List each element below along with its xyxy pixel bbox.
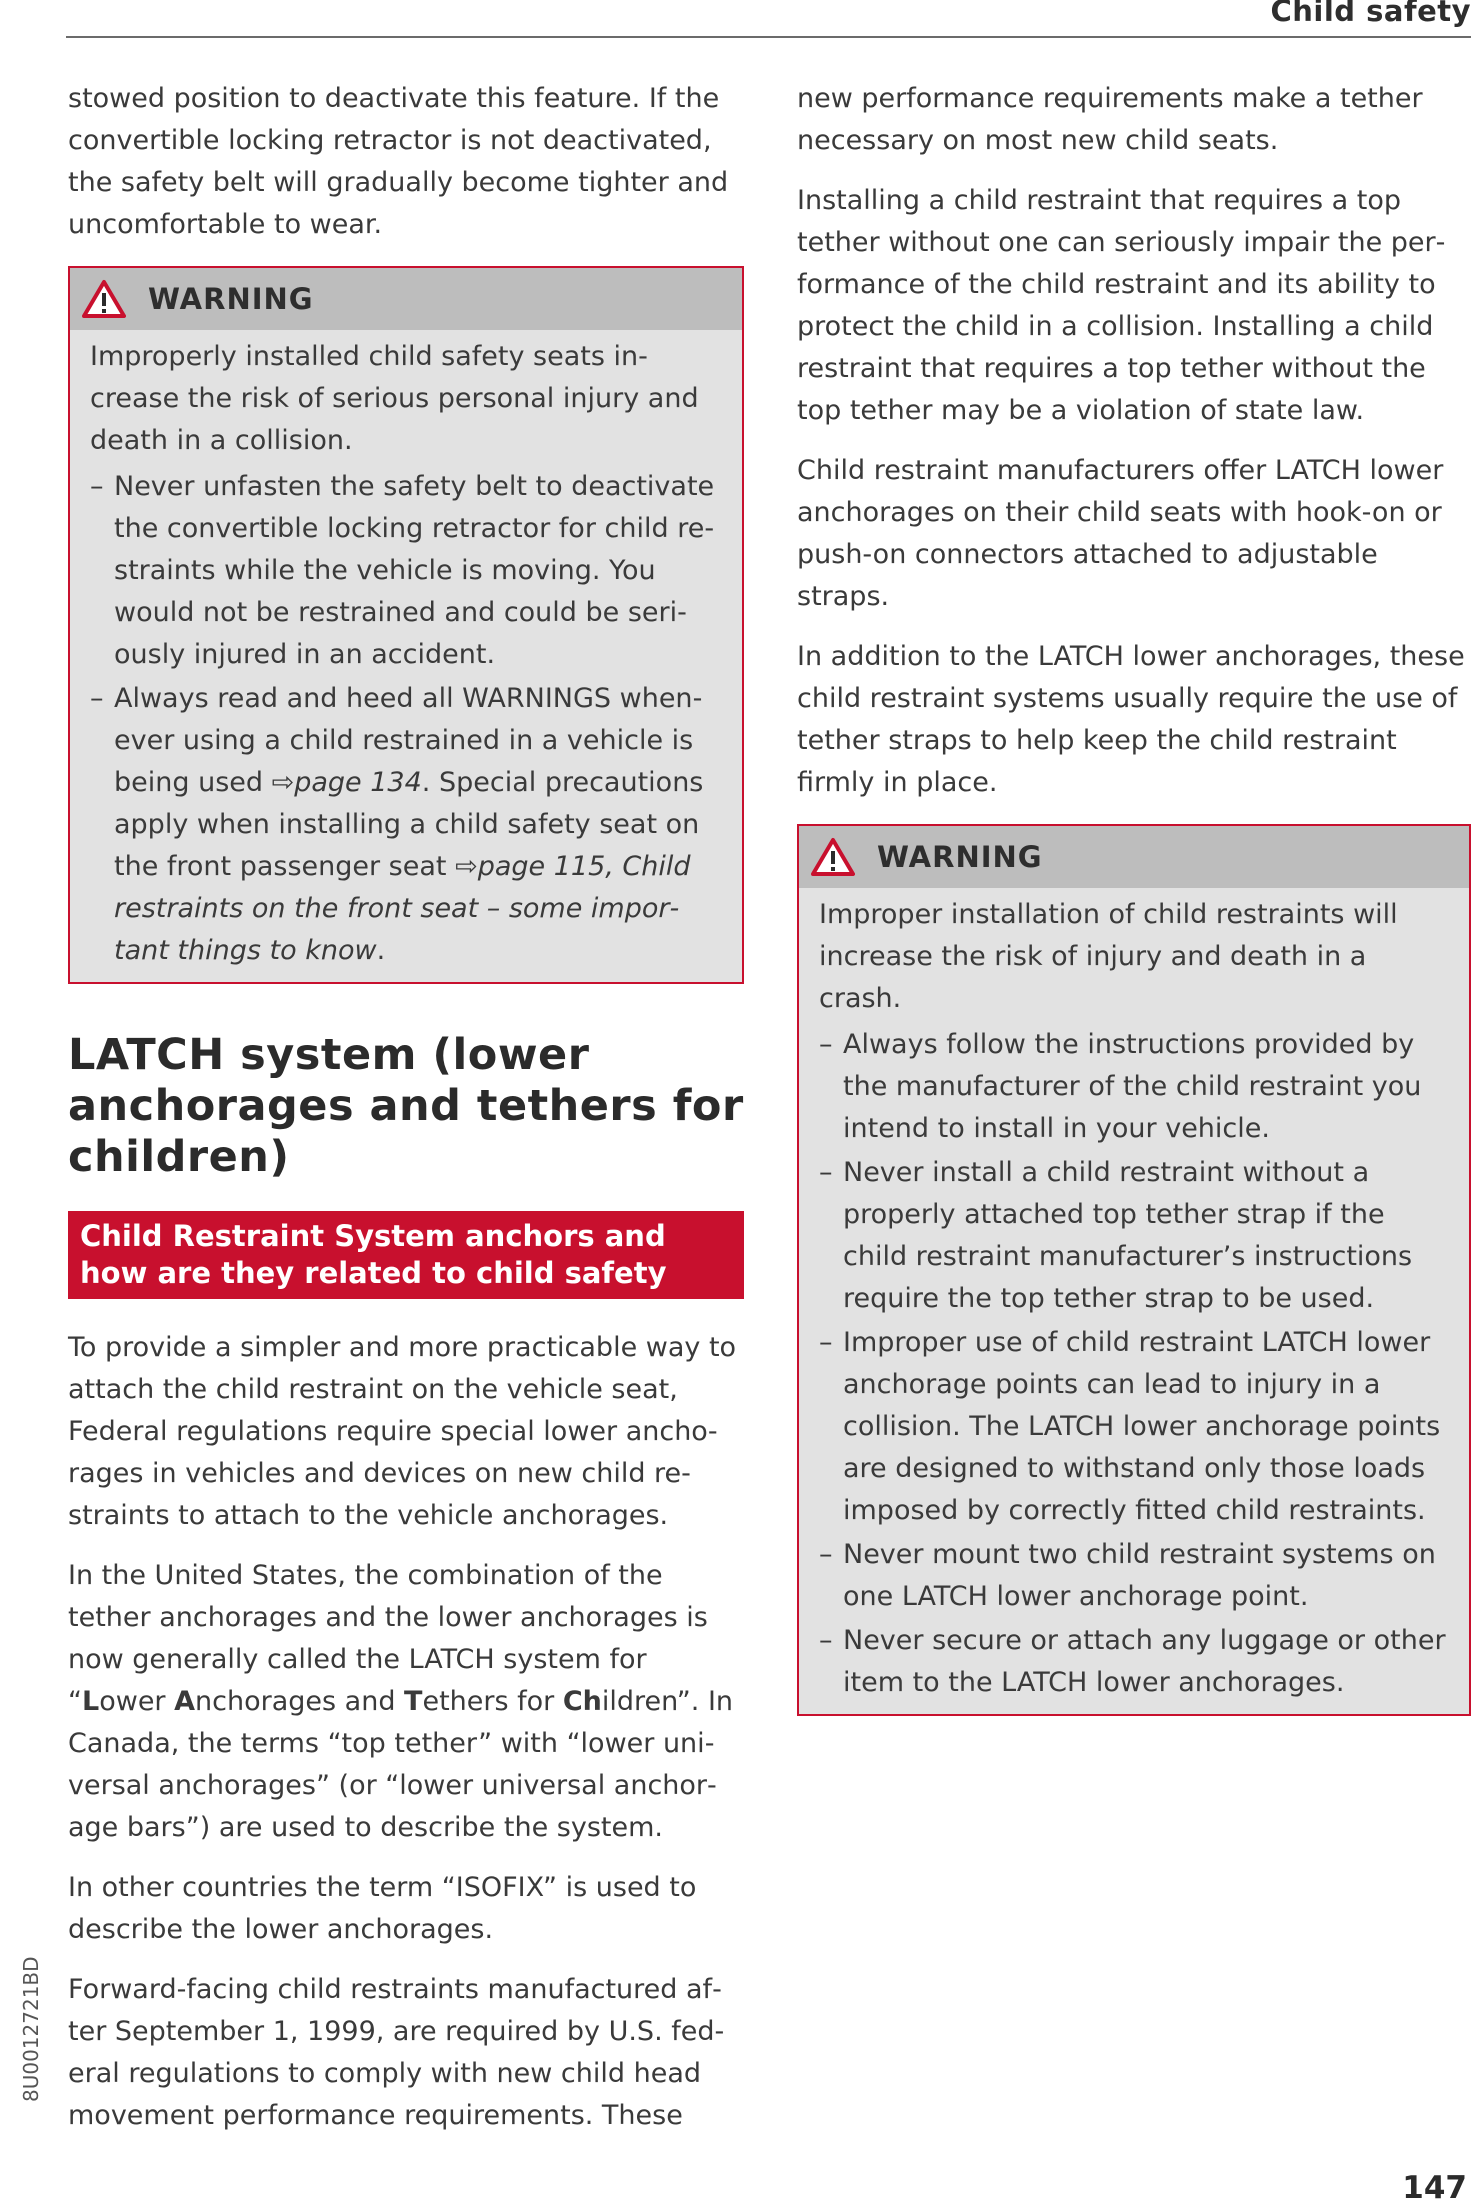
warning-item-text: Always follow the instructions provided by the manufacturer of the child restraint you intend to install in your vehicle. (843, 1029, 1422, 1144)
body-paragraph: Installing a child restraint that requires a top tether without one can seriously impair the performance of the child restraint and its ability to protect the child in a collision. Installing a child restraint that requires a top tether without the top tether may be a violation of state law. (797, 185, 1446, 426)
warning-item-text: Never unfasten the safety belt to deactivate the convertible locking retractor for child restraints while the vehicle is moving. You would not be restrained and could be seriously injured in an accident. (114, 471, 715, 670)
warning-item: – Always read and heed all WARNINGS whenever using a child restrained in a vehicle is being used ⇨page 134. Special precautions apply when installing a child safety seat on the front passenger seat ⇨page 115, Child restraints on the front seat – some important things to know. (90, 683, 704, 966)
body-paragraph: In other countries the term “ISOFIX” is used to describe the lower anchorages. (68, 1872, 697, 1945)
warning-item: – Improper use of child restraint LATCH lower anchorage points can lead to injury in a collision. The LATCH lower anchorage points are designed to withstand only those loads imposed by correctly fitted child restraints. (819, 1327, 1441, 1526)
warning-item-text: Always read and heed all WARNINGS whenever using a child restrained in a vehicle is being used (114, 683, 703, 798)
left-warning-box (68, 266, 744, 984)
warning-title: WARNING (148, 282, 314, 316)
document-code: 8U0012721BD (19, 1956, 43, 2102)
section-title: Child safety (1270, 0, 1471, 28)
left-column (68, 78, 744, 2155)
warning-header (70, 268, 742, 330)
page-reference-arrow-icon: ⇨ (271, 767, 295, 798)
warning-item-text: Never install a child restraint without a properly attached top tether strap if the child restraint manufacturer’s instructions require the top tether strap to be used. (843, 1157, 1413, 1314)
warning-item-text: . (376, 935, 386, 966)
warning-item-text: Never secure or attach any luggage or other item to the LATCH lower anchorages. (843, 1625, 1446, 1698)
warning-item: – Always follow the instructions provided by the manufacturer of the child restraint you intend to install in your vehicle. (819, 1029, 1422, 1144)
warning-item: – Never install a child restraint without a properly attached top tether strap if the child restraint manufacturer’s instructions require the top tether strap to be used. (819, 1157, 1413, 1314)
warning-body (799, 888, 1469, 1714)
warning-text: Improperly installed child safety seats increase the risk of serious personal injury and death in a collision. (90, 341, 699, 456)
body-paragraph: Child restraint manufacturers offer LATCH lower anchorages on their child seats with hook-on or push-on connectors attached to adjustable straps. (797, 455, 1444, 612)
page-reference-link[interactable]: page 115, Child restraints on the front seat – some important things to know (114, 851, 691, 966)
warning-triangle-icon (811, 837, 855, 877)
body-paragraph: Forward-facing child restraints manufactured after September 1, 1999, are required by U.S. federal regulations to comply with new child head movement performance requirements. These (68, 1974, 725, 2131)
warning-item: – Never secure or attach any luggage or other item to the LATCH lower anchorages. (819, 1625, 1446, 1698)
page-number: 147 (1402, 2170, 1467, 2206)
body-paragraph: new performance requirements make a tether necessary on most new child seats. (797, 83, 1423, 156)
warning-text: Improper installation of child restraints will increase the risk of injury and death in a crash. (819, 899, 1398, 1014)
warning-item-text: . Special precautions apply when installing a child safety seat on the front passenger seat (114, 767, 704, 882)
subsection-banner: Child Restraint System anchors and how are they related to child safety (68, 1211, 744, 1299)
latch-heading: LATCH system (lower anchorages and tethers for children) (68, 1030, 744, 1182)
page-reference-link[interactable]: page 134 (294, 767, 422, 798)
warning-body (70, 330, 742, 982)
warning-list (90, 466, 722, 972)
warning-item: – Never mount two child restraint systems on one LATCH lower anchorage point. (819, 1539, 1436, 1612)
body-paragraph: In addition to the LATCH lower anchorages, these child restraint systems usually require the use of tether straps to help keep the child restraint firmly in place. (797, 641, 1465, 798)
warning-item-text: Improper use of child restraint LATCH lower anchorage points can lead to injury in a collision. The LATCH lower anchorage points are designed to withstand only those loads imposed by correctly fitted child restraints. (843, 1327, 1441, 1526)
warning-triangle-icon (82, 279, 126, 319)
page-reference-arrow-icon: ⇨ (455, 851, 478, 882)
warning-item: – Never unfasten the safety belt to deactivate the convertible locking retractor for child restraints while the vehicle is moving. You would not be restrained and could be seriously injured in an accident. (90, 471, 715, 670)
warning-list (819, 1024, 1449, 1704)
header-rule (66, 36, 1471, 38)
warning-title: WARNING (877, 840, 1043, 874)
body-paragraph: To provide a simpler and more practicable way to attach the child restraint on the vehicle seat, Federal regulations require special lower anchorages in vehicles and devices on new child restraints to attach to the vehicle anchorages. (68, 1332, 737, 1531)
warning-item-text: Never mount two child restraint systems on one LATCH lower anchorage point. (843, 1539, 1436, 1612)
right-warning-box (797, 824, 1471, 1716)
left-intro-paragraph: stowed position to deactivate this feature. If the convertible locking retractor is not deactivated, the safety belt will gradually become tighter and uncomfortable to wear. (68, 83, 729, 240)
body-paragraph-latch: In the United States, the combination of the tether anchorages and the lower anchorages is now generally called the LATCH system for “Lower Anchorages and Tethers for Children”. In Canada, the terms “top tether” with “lower universal anchorages” (or “lower universal anchorage bars”) are used to describe the system. (68, 1560, 734, 1843)
right-column (797, 78, 1471, 1750)
warning-header (799, 826, 1469, 888)
